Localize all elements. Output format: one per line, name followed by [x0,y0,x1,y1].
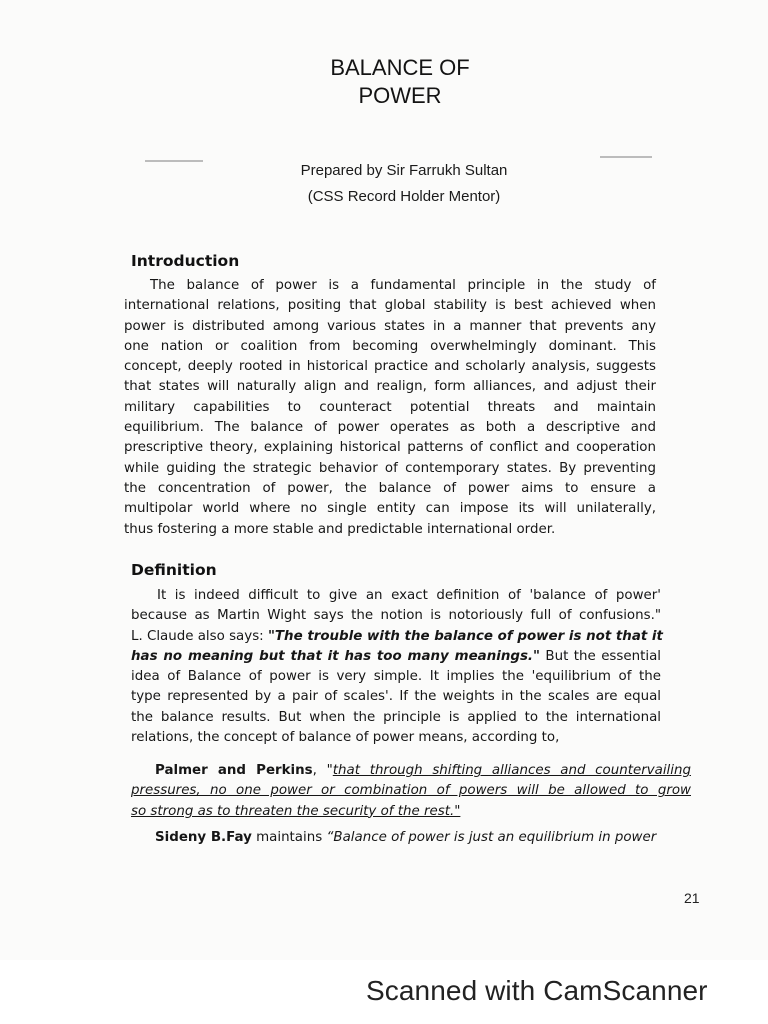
page-number: 21 [684,890,700,906]
intro-line: one nation or coalition from becoming overwhelmingly dominant. This [124,338,656,354]
definition-text: But the essential [539,648,662,664]
definition-line [131,647,661,667]
camscanner-watermark: Scanned with CamScanner [366,975,708,1006]
title-line-1: BALANCE OF [330,55,470,80]
fay-line [131,828,701,848]
byline-role: (CSS Record Holder Mentor) [307,188,501,205]
definition-heading: Definition [131,561,217,579]
fay-paragraph [131,828,701,848]
fay-quote: “Balance of power is just an equilibrium in power [326,830,657,845]
definition-line: relations, the concept of balance of power means, according to, [131,730,560,746]
claude-quote: has no meaning but that it has too many meanings." [131,648,540,664]
definition-text: L. Claude also says: [131,628,268,644]
intro-line: power is distributed among various states in a manner that prevents any [124,318,656,334]
definition-line: the balance results. But when the principle is applied to the international [131,709,661,725]
definition-line: because as Martin Wight says the notion is notoriously full of confusions." [131,608,661,624]
title-line-2: POWER [358,83,442,108]
quote-separator: , " [312,763,333,778]
definition-line: It is indeed difficult to give an exact definition of 'balance of power' [157,588,661,603]
quote-text: that through shifting alliances and countervailing [332,763,691,778]
quote-text: pressures, no one power or combination of powers will be allowed to grow [131,783,691,799]
intro-line: thus fostering a more stable and predictable international order. [124,521,556,537]
intro-line: the concentration of power, the balance of power aims to ensure a [124,480,656,496]
claude-quote: "The trouble with the balance of power is not that it [267,628,663,644]
byline [0,158,768,210]
introduction-heading: Introduction [131,252,240,270]
introduction-paragraph [124,276,656,540]
intro-line: that states will naturally align and realign, form alliances, and adjust their [124,379,656,395]
quote-line [131,761,691,781]
intro-line: international relations, positing that global stability is best achieved when [124,298,656,314]
quote-line [131,802,691,822]
intro-line: military capabilities to counteract potential threats and maintain [124,399,656,415]
intro-line: The balance of power is a fundamental principle in the study of [150,278,656,293]
page-title [0,54,768,110]
fay-author: Sideny B.Fay [155,830,252,845]
byline-author: Prepared by Sir Farrukh Sultan [300,162,508,179]
quote-author: Palmer and Perkins [155,763,313,778]
definition-paragraph [131,586,661,748]
definition-line: type represented by a pair of scales'. If the weights in the scales are equal [131,689,661,705]
intro-line: prescriptive theory, explaining historical patterns of conflict and cooperation [124,440,656,456]
intro-line: concept, deeply rooted in historical practice and scholarly analysis, suggests [124,359,656,375]
definition-line [131,627,661,647]
definition-line: idea of Balance of power is very simple. It implies the 'equilibrium of the [131,669,661,685]
intro-line: multipolar world where no single entity can impose its will unilaterally, [124,501,656,517]
palmer-perkins-quote [131,761,691,822]
fay-text: maintains [251,830,327,845]
intro-line: equilibrium. The balance of power operates as both a descriptive and [124,420,656,436]
quote-line [131,781,691,801]
quote-text: so strong as to threaten the security of the rest." [131,803,461,819]
intro-line: while guiding the strategic behavior of contemporary states. By preventing [124,460,656,476]
